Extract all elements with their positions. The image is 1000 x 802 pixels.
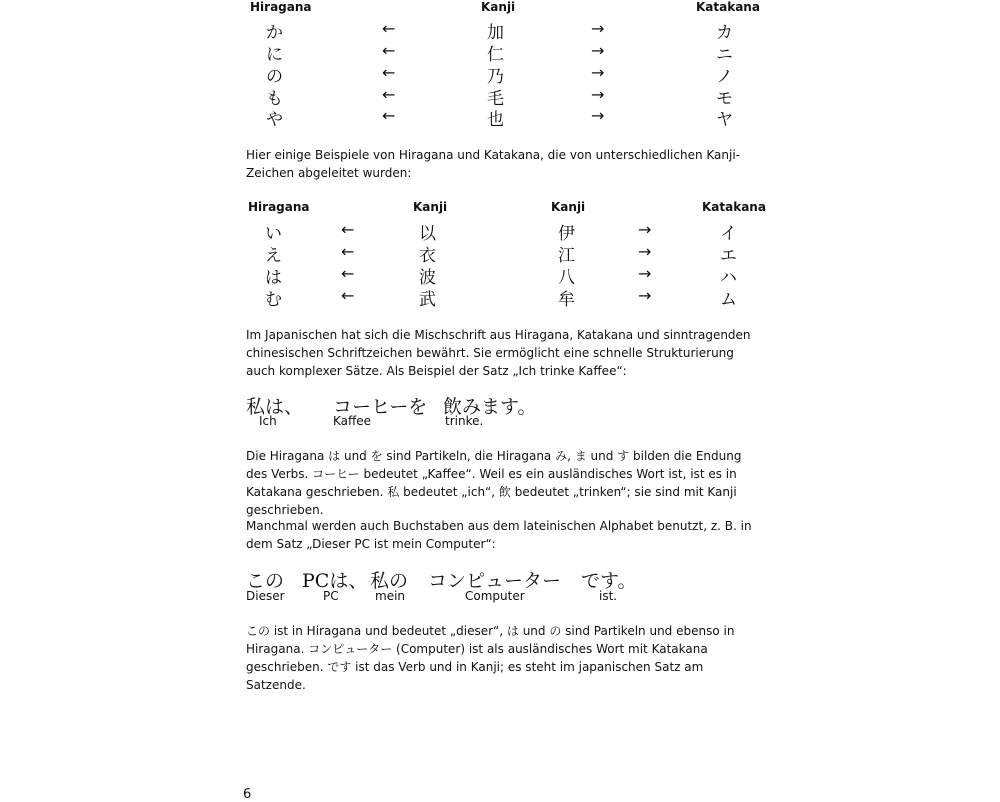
table1-row2-arrow-right: →	[591, 41, 605, 60]
sentence1-word3-gloss: trinke.	[445, 414, 484, 428]
table1-row3-katakana: ノ	[716, 67, 733, 87]
table2-row3-katakana: ハ	[720, 268, 737, 288]
table1-row1-arrow-left: ←	[382, 19, 396, 38]
page-number: 6	[243, 787, 252, 802]
sentence2-word3-gloss: mein	[375, 589, 406, 603]
table1-row4-arrow-right: →	[591, 85, 605, 104]
table1-row4-hiragana: も	[266, 89, 283, 109]
table1-row5-katakana: ヤ	[716, 110, 733, 130]
table1-header-hiragana: Hiragana	[250, 0, 312, 14]
table2-header-kanji-1: Kanji	[413, 200, 448, 214]
table1-row4-arrow-left: ←	[382, 85, 396, 104]
paragraph-text: Manchmal werden auch Buchstaben aus dem lateinischen Alphabet benutzt, z. B. in dem Satz „Dieser PC ist mein Computer“:	[246, 519, 752, 551]
table2-row2-arrow-left: ←	[341, 242, 355, 261]
table1-row1-katakana: カ	[716, 23, 733, 43]
paragraph-latin-alphabet	[246, 517, 766, 553]
paragraph-text: この ist in Hiragana und bedeutet „dieser“, は und の sind Partikeln und ebenso in Hiragana. コンピューター (Computer) ist als ausländisches Wort mit Katakana geschrieben. です ist das Verb und in Kanji; es steht im japanischen Satz am Satzende.	[246, 624, 735, 692]
table1-row4-katakana: モ	[716, 89, 733, 109]
table1-row2-hiragana: に	[266, 45, 283, 65]
table1-row3-hiragana: の	[266, 67, 283, 87]
sentence2-word5-gloss: ist.	[599, 589, 618, 603]
table2-row1-arrow-left: ←	[341, 220, 355, 239]
paragraph-text: Im Japanischen hat sich die Mischschrift aus Hiragana, Katakana und sinntragenden chinesischen Schriftzeichen bewährt. Sie ermöglicht eine schnelle Strukturierung auch komplexer Sätze. Als Beispiel der Satz „Ich trinke Kaffee“:	[246, 328, 751, 378]
table2-header-kanji-2: Kanji	[551, 200, 586, 214]
sentence1-word2-jp: コーヒーを	[333, 396, 428, 418]
sentence1-word1-gloss: Ich	[259, 414, 277, 428]
table2-row2-arrow-right: →	[638, 242, 652, 261]
table1-row1-hiragana: か	[266, 23, 283, 43]
table2-row3-arrow-right: →	[638, 264, 652, 283]
table2-row4-arrow-left: ←	[341, 286, 355, 305]
table2-row4-katakana: ム	[720, 290, 737, 310]
table1-header-kanji: Kanji	[481, 0, 516, 14]
sentence2-word3-jp: 私の	[370, 570, 409, 592]
sentence2-word1-jp: この	[246, 570, 285, 592]
paragraph-mixed-script	[246, 326, 766, 380]
table2-row4-arrow-right: →	[638, 286, 652, 305]
paragraph-particles	[246, 447, 766, 519]
table1-row2-kanji: 仁	[487, 45, 504, 65]
table1-row1-arrow-right: →	[591, 19, 605, 38]
table2-row4-kanji-h: 武	[419, 290, 436, 310]
table2-row1-katakana: イ	[720, 224, 737, 244]
table1-row5-arrow-left: ←	[382, 106, 396, 125]
paragraph-text: Hier einige Beispiele von Hiragana und Katakana, die von unterschiedlichen Kanji-Zeichen abgeleitet wurden:	[246, 148, 740, 180]
table1-row5-kanji: 也	[487, 110, 504, 130]
table2-row4-hiragana: む	[265, 290, 282, 310]
sentence2-word2-gloss: PC	[323, 589, 339, 603]
sentence2-word2-jp: PCは、	[302, 570, 368, 592]
table2-row2-kanji-h: 衣	[419, 246, 436, 266]
table2-row3-kanji-h: 波	[419, 268, 436, 288]
table2-header-katakana: Katakana	[702, 200, 766, 214]
table2-row2-katakana: エ	[720, 246, 737, 266]
table2-row3-hiragana: は	[265, 268, 282, 288]
sentence2-word1-gloss: Dieser	[246, 589, 285, 603]
table1-row3-kanji: 乃	[487, 67, 504, 87]
sentence2-word5-jp: です。	[581, 570, 637, 592]
table1-header-katakana: Katakana	[696, 0, 760, 14]
table1-row1-kanji: 加	[487, 23, 504, 43]
table2-row1-hiragana: い	[265, 224, 282, 244]
paragraph-explanation-computer	[246, 622, 766, 694]
sentence1-word2-gloss: Kaffee	[333, 414, 372, 428]
paragraph-intro-examples	[246, 146, 766, 182]
table2-row2-hiragana: え	[265, 246, 282, 266]
table2-row1-kanji-h: 以	[419, 224, 436, 244]
table1-row2-katakana: ニ	[716, 45, 733, 65]
table2-row1-kanji-k: 伊	[558, 224, 575, 244]
table2-row2-kanji-k: 江	[558, 246, 575, 266]
paragraph-text: Die Hiragana は und を sind Partikeln, die Hiragana み, ま und す bilden die Endung des Verbs. コーヒー bedeutet „Kaffee“. Weil es ein ausländisches Wort ist, ist es in Katakana geschrieben. 私 bedeutet „ich“, 飲 bedeutet „trinken“; sie sind mit Kanji geschrieben.	[246, 449, 742, 517]
table2-row3-arrow-left: ←	[341, 264, 355, 283]
table2-header-hiragana: Hiragana	[248, 200, 310, 214]
table1-row5-arrow-right: →	[591, 106, 605, 125]
table2-row4-kanji-k: 牟	[558, 290, 575, 310]
table1-row2-arrow-left: ←	[382, 41, 396, 60]
sentence1-word1-jp: 私は、	[246, 396, 304, 418]
table1-row4-kanji: 毛	[487, 89, 504, 109]
table1-row3-arrow-right: →	[591, 63, 605, 82]
sentence2-word4-gloss: Computer	[465, 589, 525, 603]
table1-row5-hiragana: や	[266, 110, 283, 130]
sentence1-word3-jp: 飲みます。	[443, 396, 537, 418]
table2-row1-arrow-right: →	[638, 220, 652, 239]
table2-row3-kanji-k: 八	[558, 268, 575, 288]
sentence2-word4-jp: コンピューター	[428, 570, 562, 592]
table1-row3-arrow-left: ←	[382, 63, 396, 82]
